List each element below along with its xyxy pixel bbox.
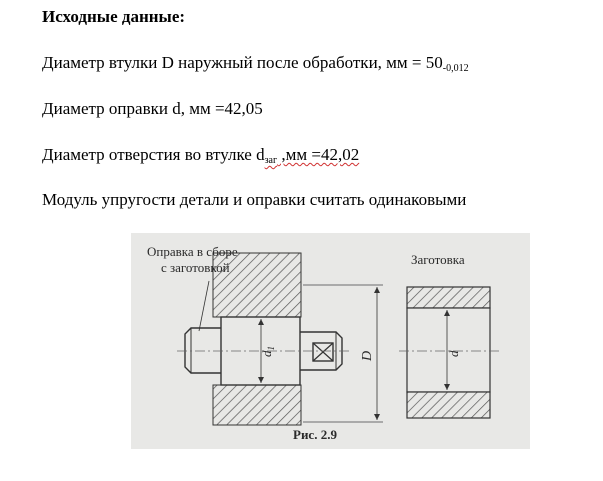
mandrel-drawing (131, 233, 530, 449)
hole-diameter-line (42, 145, 359, 171)
blank-label: Заготовка (411, 252, 465, 267)
elastic-modulus-line: Модуль упругости детали и оправки считать одинаковыми (42, 190, 467, 209)
figure-caption: Рис. 2.9 (293, 427, 337, 442)
dim-D-label: D (360, 350, 375, 361)
mandrel-label-line1: Оправка в сборе (147, 244, 238, 259)
hole-diameter-text: Диаметр отверстия во втулке d (42, 145, 265, 164)
figure-2-9 (131, 233, 530, 449)
mandrel-left-pin (185, 328, 221, 373)
sleeve-outer-diameter-line (42, 53, 469, 79)
mandrel-diameter-line: Диаметр оправки d, мм =42,05 (42, 99, 263, 118)
dim-d-label: d (446, 350, 461, 357)
blank-bottom-hatch (407, 392, 490, 418)
sleeve-bottom-hatch (213, 385, 301, 425)
mandrel-label-line2: с заготовкой (161, 260, 230, 275)
blank-bore (407, 308, 490, 392)
sleeve-tolerance-subscript: -0,012 (442, 63, 469, 74)
blank-top-hatch (407, 287, 490, 308)
mandrel-leader-line (199, 281, 209, 331)
dim-d1-label: $d_1$ (259, 346, 276, 357)
sleeve-outer-diameter-text: Диаметр втулки D наружный после обработки, мм = 50 (42, 53, 443, 72)
blank-subscript: заг (264, 155, 278, 166)
section-heading: Исходные данные: (42, 7, 186, 26)
hole-diameter-value: ,мм =42,02 (277, 145, 360, 164)
